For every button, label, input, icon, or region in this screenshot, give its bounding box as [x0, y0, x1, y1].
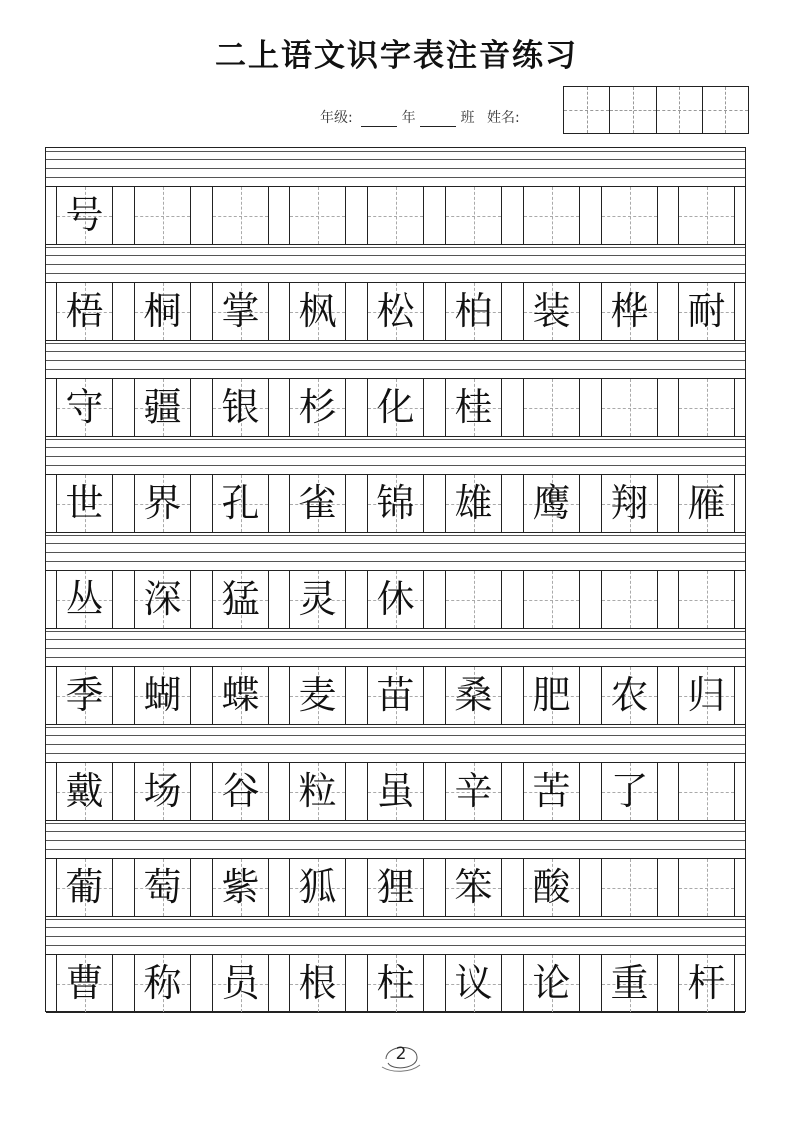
hanzi-character: 笨: [454, 865, 493, 909]
hanzi-character: 休: [376, 577, 415, 621]
character-cell[interactable]: [367, 667, 424, 724]
character-cell[interactable]: [56, 571, 113, 628]
hanzi-character: 葡: [65, 865, 104, 909]
hanzi-character: 界: [143, 481, 182, 525]
class-blank[interactable]: [420, 110, 456, 127]
character-cell[interactable]: [134, 667, 191, 724]
hanzi-character: 根: [298, 961, 337, 1005]
hanzi-character: 酸: [532, 865, 571, 909]
hanzi-character: 雄: [454, 481, 493, 525]
character-row: [46, 762, 745, 821]
hanzi-character: 灵: [298, 577, 337, 621]
character-cell[interactable]: [367, 283, 424, 340]
hanzi-character: 场: [143, 769, 182, 813]
character-cell[interactable]: [56, 859, 113, 916]
character-cell[interactable]: [601, 763, 658, 820]
character-row: [46, 570, 745, 629]
hanzi-character: 狐: [298, 865, 337, 909]
character-cell[interactable]: [367, 859, 424, 916]
hanzi-character: 翔: [610, 481, 649, 525]
hanzi-character: 蝴: [143, 673, 182, 717]
character-cell[interactable]: [56, 187, 113, 244]
character-cell[interactable]: [445, 379, 502, 436]
character-cell[interactable]: [445, 283, 502, 340]
hanzi-character: 戴: [65, 769, 104, 813]
character-cell[interactable]: [678, 571, 735, 628]
hanzi-character: 银: [221, 385, 260, 429]
hanzi-character: 狸: [376, 865, 415, 909]
name-cell[interactable]: [610, 87, 656, 133]
hanzi-character: 杆: [687, 961, 726, 1005]
character-cell[interactable]: [212, 763, 269, 820]
character-cell[interactable]: [56, 667, 113, 724]
character-row: [46, 474, 745, 533]
hanzi-character: 季: [65, 673, 104, 717]
hanzi-character: 曹: [65, 961, 104, 1005]
pinyin-lines[interactable]: [46, 914, 745, 953]
grade-suffix: 年: [401, 110, 416, 126]
hanzi-character: 梧: [65, 289, 104, 333]
character-cell[interactable]: [523, 187, 580, 244]
pinyin-lines[interactable]: [46, 146, 745, 185]
pinyin-lines[interactable]: [46, 722, 745, 761]
character-cell[interactable]: [134, 283, 191, 340]
pinyin-lines[interactable]: [46, 626, 745, 665]
character-cell[interactable]: [678, 283, 735, 340]
hanzi-character: 归: [687, 673, 726, 717]
hanzi-character: 肥: [532, 673, 571, 717]
hanzi-character: 农: [610, 673, 649, 717]
hanzi-character: 紫: [221, 865, 260, 909]
hanzi-character: 议: [454, 961, 493, 1005]
hanzi-character: 虽: [376, 769, 415, 813]
character-cell[interactable]: [445, 475, 502, 532]
page-number: 2: [395, 1044, 407, 1064]
hanzi-character: 锦: [376, 481, 415, 525]
character-cell[interactable]: [134, 763, 191, 820]
hanzi-character: 员: [221, 961, 260, 1005]
hanzi-character: 化: [376, 385, 415, 429]
character-cell[interactable]: [212, 955, 269, 1012]
character-cell[interactable]: [678, 667, 735, 724]
character-cell[interactable]: [367, 379, 424, 436]
character-cell[interactable]: [601, 571, 658, 628]
hanzi-character: 掌: [221, 289, 260, 333]
character-cell[interactable]: [289, 859, 346, 916]
character-cell[interactable]: [134, 475, 191, 532]
character-cell[interactable]: [56, 763, 113, 820]
pinyin-lines[interactable]: [46, 338, 745, 377]
character-cell[interactable]: [445, 187, 502, 244]
hanzi-character: 世: [65, 481, 104, 525]
character-cell[interactable]: [523, 667, 580, 724]
character-cell[interactable]: [289, 955, 346, 1012]
hanzi-character: 苦: [532, 769, 571, 813]
character-cell[interactable]: [212, 379, 269, 436]
hanzi-character: 雁: [687, 481, 726, 525]
character-row: [46, 282, 745, 341]
character-cell[interactable]: [678, 475, 735, 532]
name-cell[interactable]: [703, 87, 748, 133]
character-cell[interactable]: [367, 571, 424, 628]
student-info: [320, 105, 520, 131]
character-cell[interactable]: [523, 283, 580, 340]
hanzi-character: 装: [532, 289, 571, 333]
name-writing-box[interactable]: [563, 86, 749, 134]
character-cell[interactable]: [678, 763, 735, 820]
hanzi-character: 桐: [143, 289, 182, 333]
hanzi-character: 杉: [298, 385, 337, 429]
hanzi-character: 蝶: [221, 673, 260, 717]
grade-blank[interactable]: [361, 110, 397, 127]
character-cell[interactable]: [601, 475, 658, 532]
character-cell[interactable]: [523, 955, 580, 1012]
character-cell[interactable]: [601, 187, 658, 244]
hanzi-character: 柱: [376, 961, 415, 1005]
character-row: [46, 666, 745, 725]
hanzi-character: 麦: [298, 673, 337, 717]
hanzi-character: 称: [143, 961, 182, 1005]
character-cell[interactable]: [289, 571, 346, 628]
character-cell[interactable]: [134, 379, 191, 436]
character-cell[interactable]: [367, 187, 424, 244]
character-cell[interactable]: [523, 571, 580, 628]
character-cell[interactable]: [601, 859, 658, 916]
hanzi-character: 丛: [65, 577, 104, 621]
character-cell[interactable]: [678, 187, 735, 244]
character-cell[interactable]: [56, 475, 113, 532]
character-cell[interactable]: [678, 955, 735, 1012]
grade-label: 年级:: [320, 110, 353, 126]
character-cell[interactable]: [212, 667, 269, 724]
character-cell[interactable]: [134, 955, 191, 1012]
character-cell[interactable]: [367, 475, 424, 532]
class-suffix: 班: [460, 110, 475, 126]
character-cell[interactable]: [601, 283, 658, 340]
hanzi-character: 鹰: [532, 481, 571, 525]
character-cell[interactable]: [445, 859, 502, 916]
character-cell[interactable]: [289, 763, 346, 820]
character-cell[interactable]: [212, 475, 269, 532]
hanzi-character: 雀: [298, 481, 337, 525]
character-cell[interactable]: [56, 283, 113, 340]
pinyin-lines[interactable]: [46, 818, 745, 857]
hanzi-character: 号: [65, 193, 104, 237]
hanzi-character: 疆: [143, 385, 182, 429]
character-cell[interactable]: [56, 379, 113, 436]
hanzi-character: 枫: [298, 289, 337, 333]
character-cell[interactable]: [601, 379, 658, 436]
hanzi-character: 重: [610, 961, 649, 1005]
hanzi-character: 孔: [221, 481, 260, 525]
character-cell[interactable]: [445, 955, 502, 1012]
character-cell[interactable]: [289, 379, 346, 436]
character-cell[interactable]: [289, 283, 346, 340]
character-cell[interactable]: [601, 955, 658, 1012]
hanzi-character: 粒: [298, 769, 337, 813]
page-number-badge: [380, 1037, 422, 1075]
hanzi-character: 论: [532, 961, 571, 1005]
character-cell[interactable]: [523, 379, 580, 436]
character-cell[interactable]: [445, 763, 502, 820]
hanzi-character: 耐: [687, 289, 726, 333]
character-cell[interactable]: [523, 475, 580, 532]
hanzi-character: 桂: [454, 385, 493, 429]
character-cell[interactable]: [523, 763, 580, 820]
character-cell[interactable]: [445, 667, 502, 724]
character-row: [46, 954, 745, 1013]
hanzi-character: 谷: [221, 769, 260, 813]
hanzi-character: 了: [610, 769, 649, 813]
character-cell[interactable]: [601, 667, 658, 724]
character-cell[interactable]: [445, 571, 502, 628]
writing-grid: [45, 147, 746, 1012]
hanzi-character: 柏: [454, 289, 493, 333]
hanzi-character: 守: [65, 385, 104, 429]
name-cell[interactable]: [657, 87, 703, 133]
character-cell[interactable]: [134, 859, 191, 916]
character-cell[interactable]: [134, 571, 191, 628]
character-cell[interactable]: [289, 475, 346, 532]
character-cell[interactable]: [523, 859, 580, 916]
page-title: 二上语文识字表注音练习: [215, 38, 578, 74]
name-label: 姓名:: [486, 110, 520, 126]
hanzi-character: 辛: [454, 769, 493, 813]
name-cell[interactable]: [564, 87, 610, 133]
character-cell[interactable]: [212, 571, 269, 628]
pinyin-lines[interactable]: [46, 530, 745, 569]
character-cell[interactable]: [367, 763, 424, 820]
hanzi-character: 深: [143, 577, 182, 621]
character-row: [46, 858, 745, 917]
hanzi-character: 萄: [143, 865, 182, 909]
character-cell[interactable]: [212, 283, 269, 340]
character-cell[interactable]: [212, 859, 269, 916]
character-cell[interactable]: [289, 187, 346, 244]
hanzi-character: 桦: [610, 289, 649, 333]
character-cell[interactable]: [212, 187, 269, 244]
character-cell[interactable]: [678, 379, 735, 436]
character-row: [46, 186, 745, 245]
character-cell[interactable]: [678, 859, 735, 916]
pinyin-lines[interactable]: [46, 434, 745, 473]
hanzi-character: 松: [376, 289, 415, 333]
character-cell[interactable]: [367, 955, 424, 1012]
character-row: [46, 378, 745, 437]
character-cell[interactable]: [289, 667, 346, 724]
hanzi-character: 桑: [454, 673, 493, 717]
character-cell[interactable]: [56, 955, 113, 1012]
character-cell[interactable]: [134, 187, 191, 244]
hanzi-character: 猛: [221, 577, 260, 621]
hanzi-character: 苗: [376, 673, 415, 717]
pinyin-lines[interactable]: [46, 242, 745, 281]
